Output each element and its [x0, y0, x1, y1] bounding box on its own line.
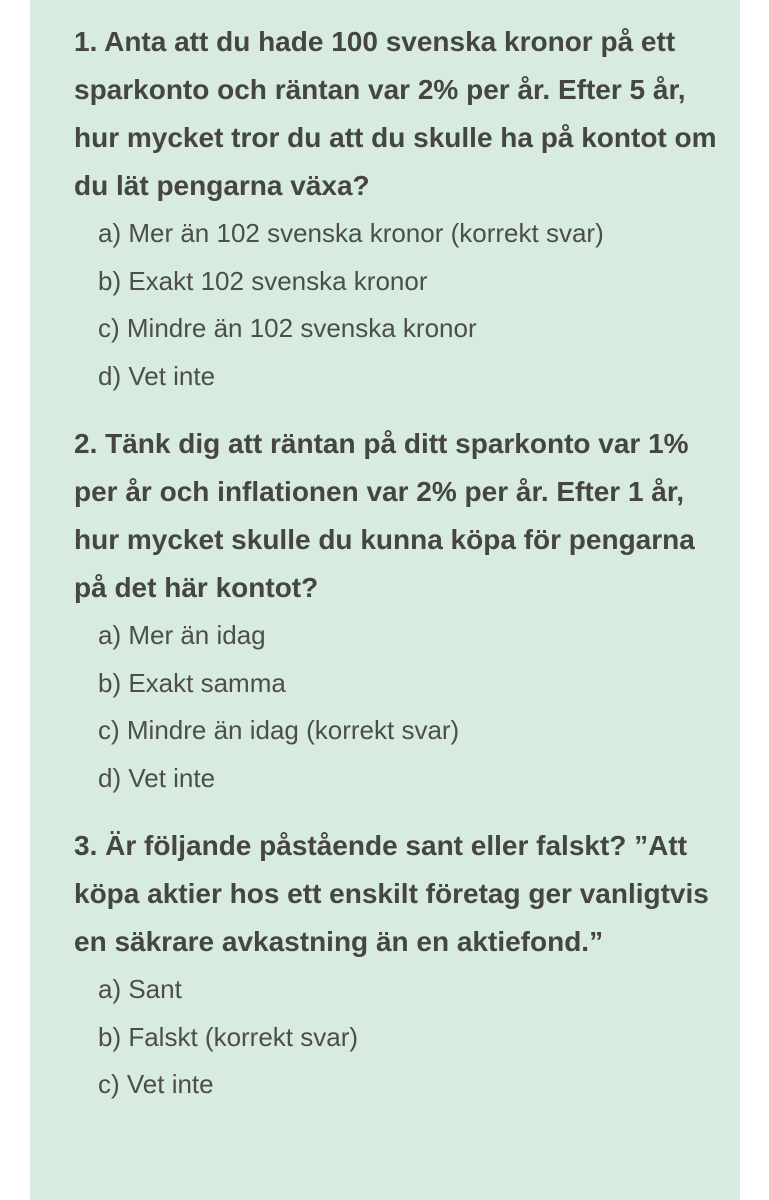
- question-2-option-b: b) Exakt samma: [98, 667, 286, 698]
- question-1-options: [74, 210, 720, 400]
- question-3-text: 3. Är följande påstående sant eller falskt? ”Att köpa aktier hos ett enskilt företag ger vanligtvis en säkrare avkastning än en aktiefond.”: [74, 830, 709, 957]
- question-2-text: 2. Tänk dig att räntan på ditt sparkonto var 1% per år och inflationen var 2% per år. Efter 1 år, hur mycket skulle du kunna köpa för pengarna på det här kontot?: [74, 428, 695, 603]
- question-2-option-c: c) Mindre än idag (korrekt svar): [98, 715, 460, 745]
- question-3-option-a: a) Sant: [98, 974, 182, 1004]
- question-3: [74, 822, 720, 1109]
- question-1-option-b: b) Exakt 102 svenska kronor: [98, 265, 428, 296]
- question-1-option-c: c) Mindre än 102 svenska kronor: [98, 313, 477, 343]
- question-2: [74, 420, 720, 802]
- question-3-options: [74, 966, 720, 1109]
- question-3-option-c: c) Vet inte: [98, 1069, 214, 1099]
- quiz-panel: [30, 0, 740, 1200]
- question-2-options: [74, 612, 720, 802]
- question-1: [74, 18, 720, 400]
- question-1-option-d: d) Vet inte: [98, 360, 216, 391]
- question-1-text: 1. Anta att du hade 100 svenska kronor på ett sparkonto och räntan var 2% per år. Efter 5 år, hur mycket tror du att du skulle ha på kontot om du lät pengarna växa?: [74, 26, 717, 201]
- question-2-option-d: d) Vet inte: [98, 762, 216, 793]
- question-1-option-a: a) Mer än 102 svenska kronor (korrekt svar): [98, 218, 604, 248]
- question-3-option-b: b) Falskt (korrekt svar): [98, 1021, 359, 1052]
- question-2-option-a: a) Mer än idag: [98, 620, 266, 650]
